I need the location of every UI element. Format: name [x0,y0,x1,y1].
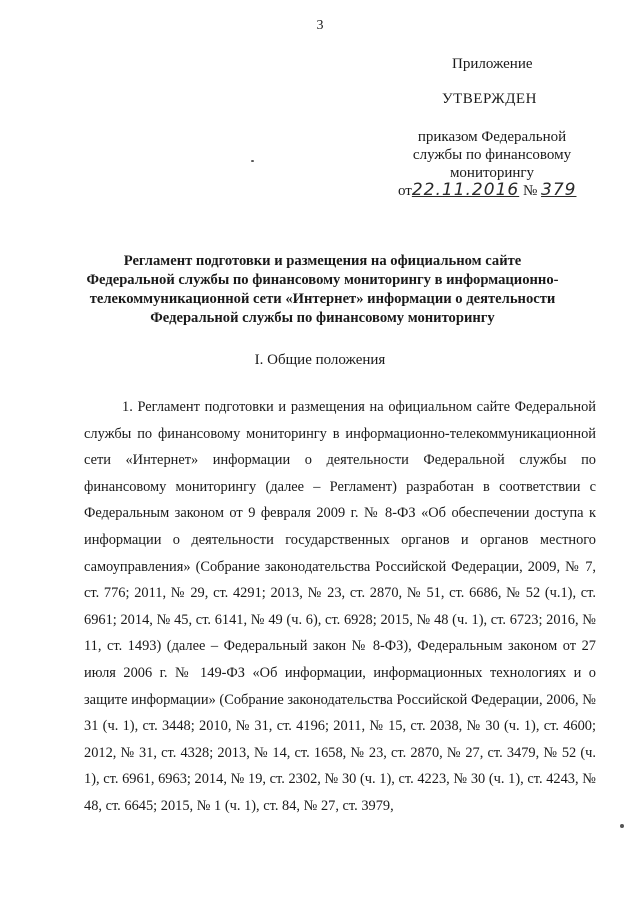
document-title [60,252,585,328]
order-reference [392,128,592,182]
order-line-3: мониторингу [449,165,535,181]
scan-speck [251,160,254,162]
date-prefix: от [398,183,412,199]
scan-speck [620,824,624,828]
order-date-number [398,180,576,200]
approved-label: УТВЕРЖДЕН [442,91,537,107]
title-line-2: Федеральной службы по финансовому мониторингу в информационно- [86,272,559,288]
title-line-3: телекоммуникационной сети «Интернет» информации о деятельности [89,291,556,307]
paragraph-1: 1. Регламент подготовки и размещения на официальном сайте Федеральной службы по финансовому мониторингу в информационно-телекоммуникационной сети «Интернет» информации о деятельности Федеральной службы по финансовому мониторингу (далее – Регламент) разработан в соответствии с Федеральным законом от 9 февраля 2009 г. № 8-ФЗ «Об обеспечении доступа к информации о деятельности государственных органов и органов местного самоуправления» (Собрание законодательства Российской Федерации, 2009, № 7, ст. 776; 2011, № 29, ст. 4291; 2013, № 23, ст. 2870, № 51, ст. 6686, № 52 (ч.1), ст. 6961; 2014, № 45, ст. 6141, № 49 (ч. 6), ст. 6928; 2015, № 48 (ч. 1), ст. 6723; 2016, № 11, ст. 1493) (далее – Федеральный закон № 8-ФЗ), Федеральным законом от 27 июля 2006 г. № 149-ФЗ «Об информации, информационных технологиях и о защите информации» (Собрание законодательства Российской Федерации, 2006, № 31 (ч. 1), ст. 3448; 2010, № 31, ст. 4196; 2011, № 15, ст. 2038, № 30 (ч. 1), ст. 4600; 2012, № 31, ст. 4328; 2013, № 14, ст. 1658, № 23, ст. 2870, № 27, ст. 3479, № 52 (ч. 1), ст. 6961, 6963; 2014, № 19, ст. 2302, № 30 (ч. 1), ст. 4223, № 30 (ч. 1), ст. 4243, № 48, ст. 6645; 2015, № 1 (ч. 1), ст. 84, № 27, ст. 3979, [84,399,596,814]
page-number: 3 [316,18,324,33]
order-line-2: службы по финансовому [412,147,572,163]
section-heading: I. Общие положения [254,352,386,368]
title-line-4: Федеральной службы по финансовому мониторингу [150,310,495,326]
appendix-label: Приложение [452,56,533,72]
number-prefix: № [522,183,538,199]
order-line-1: приказом Федеральной [417,129,567,145]
handwritten-number: 379 [541,180,577,200]
handwritten-date: 22.11.2016 [411,180,520,200]
title-line-1: Регламент подготовки и размещения на официальном сайте [123,253,522,269]
